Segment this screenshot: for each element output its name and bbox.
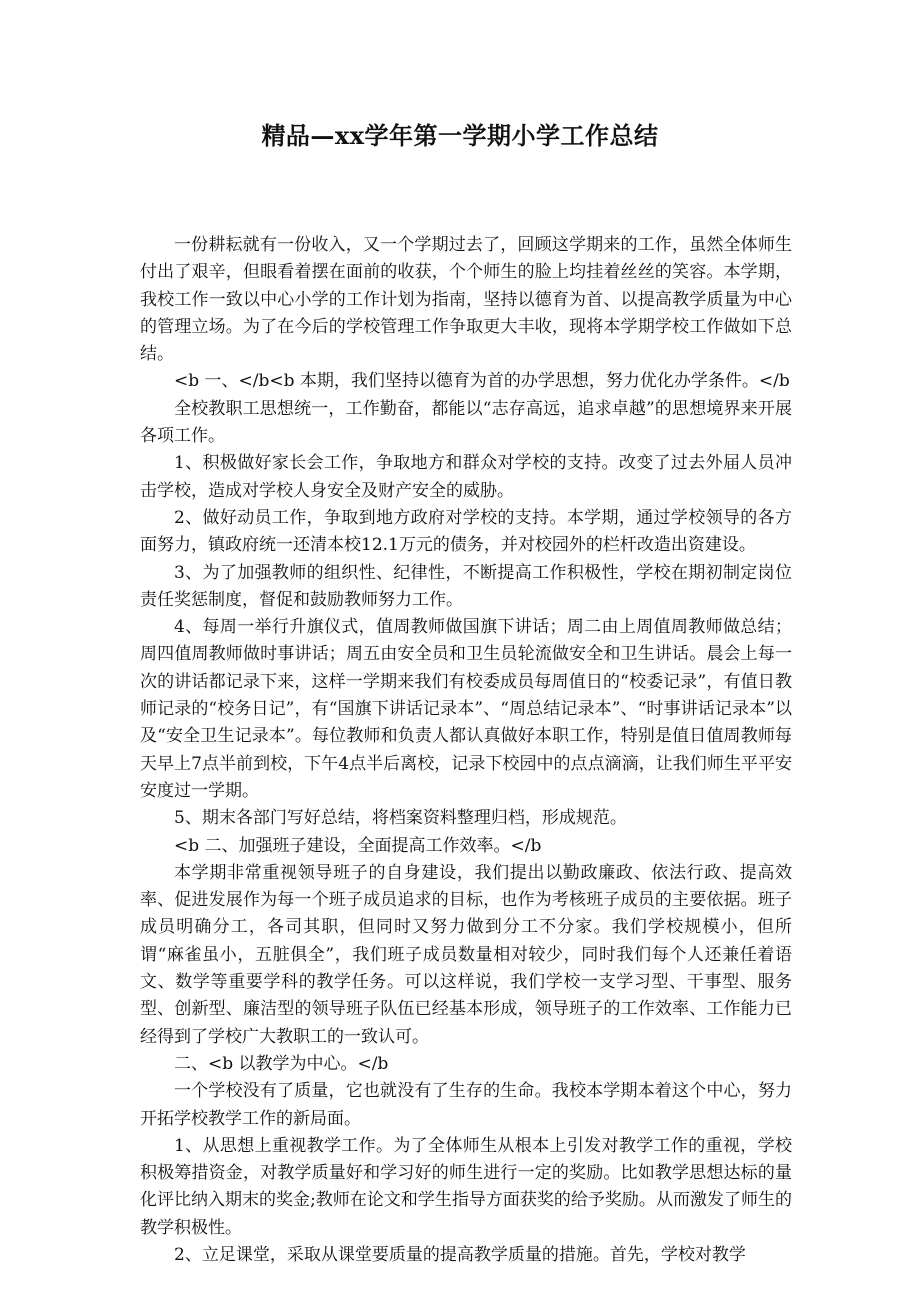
paragraph: 5、期末各部门写好总结，将档案资料整理归档，形成规范。 [174,808,627,829]
paragraph: 2、做好动员工作，争取到地方政府对学校的支持。本学期，通过学校领导的各方面努力，镇政府统一还清本校12.1万元的债务，并对校园外的栏杆改造出资建设。 [140,507,792,556]
paragraph: <b 二、加强班子建设，全面提高工作效率。</b [174,835,542,856]
paragraph: 4、每周一举行升旗仪式，值周教师做国旗下讲话；周二由上周值周教师做总结；周四值周教师做时事讲话；周五由安全员和卫生员轮流做安全和卫生讲话。晨会上每一次的讲话都记录下来，这样一学期来我们有校委成员每周值日的“校委记录”，有值日教师记录的“校务日记”，有“国旗下讲话记录本”、“周总结记录本”、“时事讲话记录本”以及“安全卫生记录本”。每位教师和负责人都认真做好本职工作，特别是值日值周教师每天早上7点半前到校，下午4点半后离校，记录下校园中的点点滴滴，让我们师生平平安安度过一学期。 [140,617,792,801]
document-body [140,232,792,1269]
paragraph: 全校教职工思想统一，工作勤奋，都能以“志存高远，追求卓越”的思想境界来开展各项工作。 [140,398,792,447]
paragraph: 一个学校没有了质量，它也就没有了生存的生命。我校本学期本着这个中心，努力开拓学校教学工作的新局面。 [140,1081,792,1129]
paragraph: 1、积极做好家长会工作，争取地方和群众对学校的支持。改变了过去外届人员冲击学校，造成对学校人身安全及财产安全的威胁。 [140,453,792,501]
paragraph: 2、立足课堂，采取从课堂要质量的提高教学质量的措施。首先，学校对教学 [174,1244,746,1265]
paragraph: 一份耕耘就有一份收入，又一个学期过去了，回顾这学期来的工作，虽然全体师生付出了艰辛，但眼看着摆在面前的收获，个个师生的脸上均挂着丝丝的笑容。本学期，我校工作一致以中心小学的工作计划为指南，坚持以德育为首、以提高教学质量为中心的管理立场。为了在今后的学校管理工作争取更大丰收，现将本学期学校工作做如下总结。 [140,235,792,365]
paragraph: <b 一、</b<b 本期，我们坚持以德育为首的办学思想，努力优化办学条件。</b [174,371,790,392]
document-title: 精品—xx学年第一学期小学工作总结 [261,121,659,150]
paragraph: 3、为了加强教师的组织性、纪律性，不断提高工作积极性，学校在期初制定岗位责任奖惩制度，督促和鼓励教师努力工作。 [140,562,792,610]
paragraph: 本学期非常重视领导班子的自身建设，我们提出以勤政廉政、依法行政、提高效率、促进发展作为每一个班子成员追求的目标，也作为考核班子成员的主要依据。班子成员明确分工，各司其职，但同时又努力做到分工不分家。我们学校规模小，但所谓“麻雀虽小，五脏俱全”，我们班子成员数量相对较少，同时我们每个人还兼任着语文、数学等重要学科的教学任务。可以这样说，我们学校一支学习型、干事型、服务型、创新型、廉洁型的领导班子队伍已经基本形成，领导班子的工作效率、工作能力已经得到了学校广大教职工的一致认可。 [140,862,792,1047]
paragraph: 二、<b 以教学为中心。</b [174,1053,389,1074]
paragraph: 1、从思想上重视教学工作。为了全体师生从根本上引发对教学工作的重视，学校积极筹措资金，对教学质量好和学习好的师生进行一定的奖励。比如教学思想达标的量化评比纳入期末的奖金;教师在论文和学生指导方面获奖的给予奖励。从而激发了师生的教学积极性。 [140,1135,792,1238]
